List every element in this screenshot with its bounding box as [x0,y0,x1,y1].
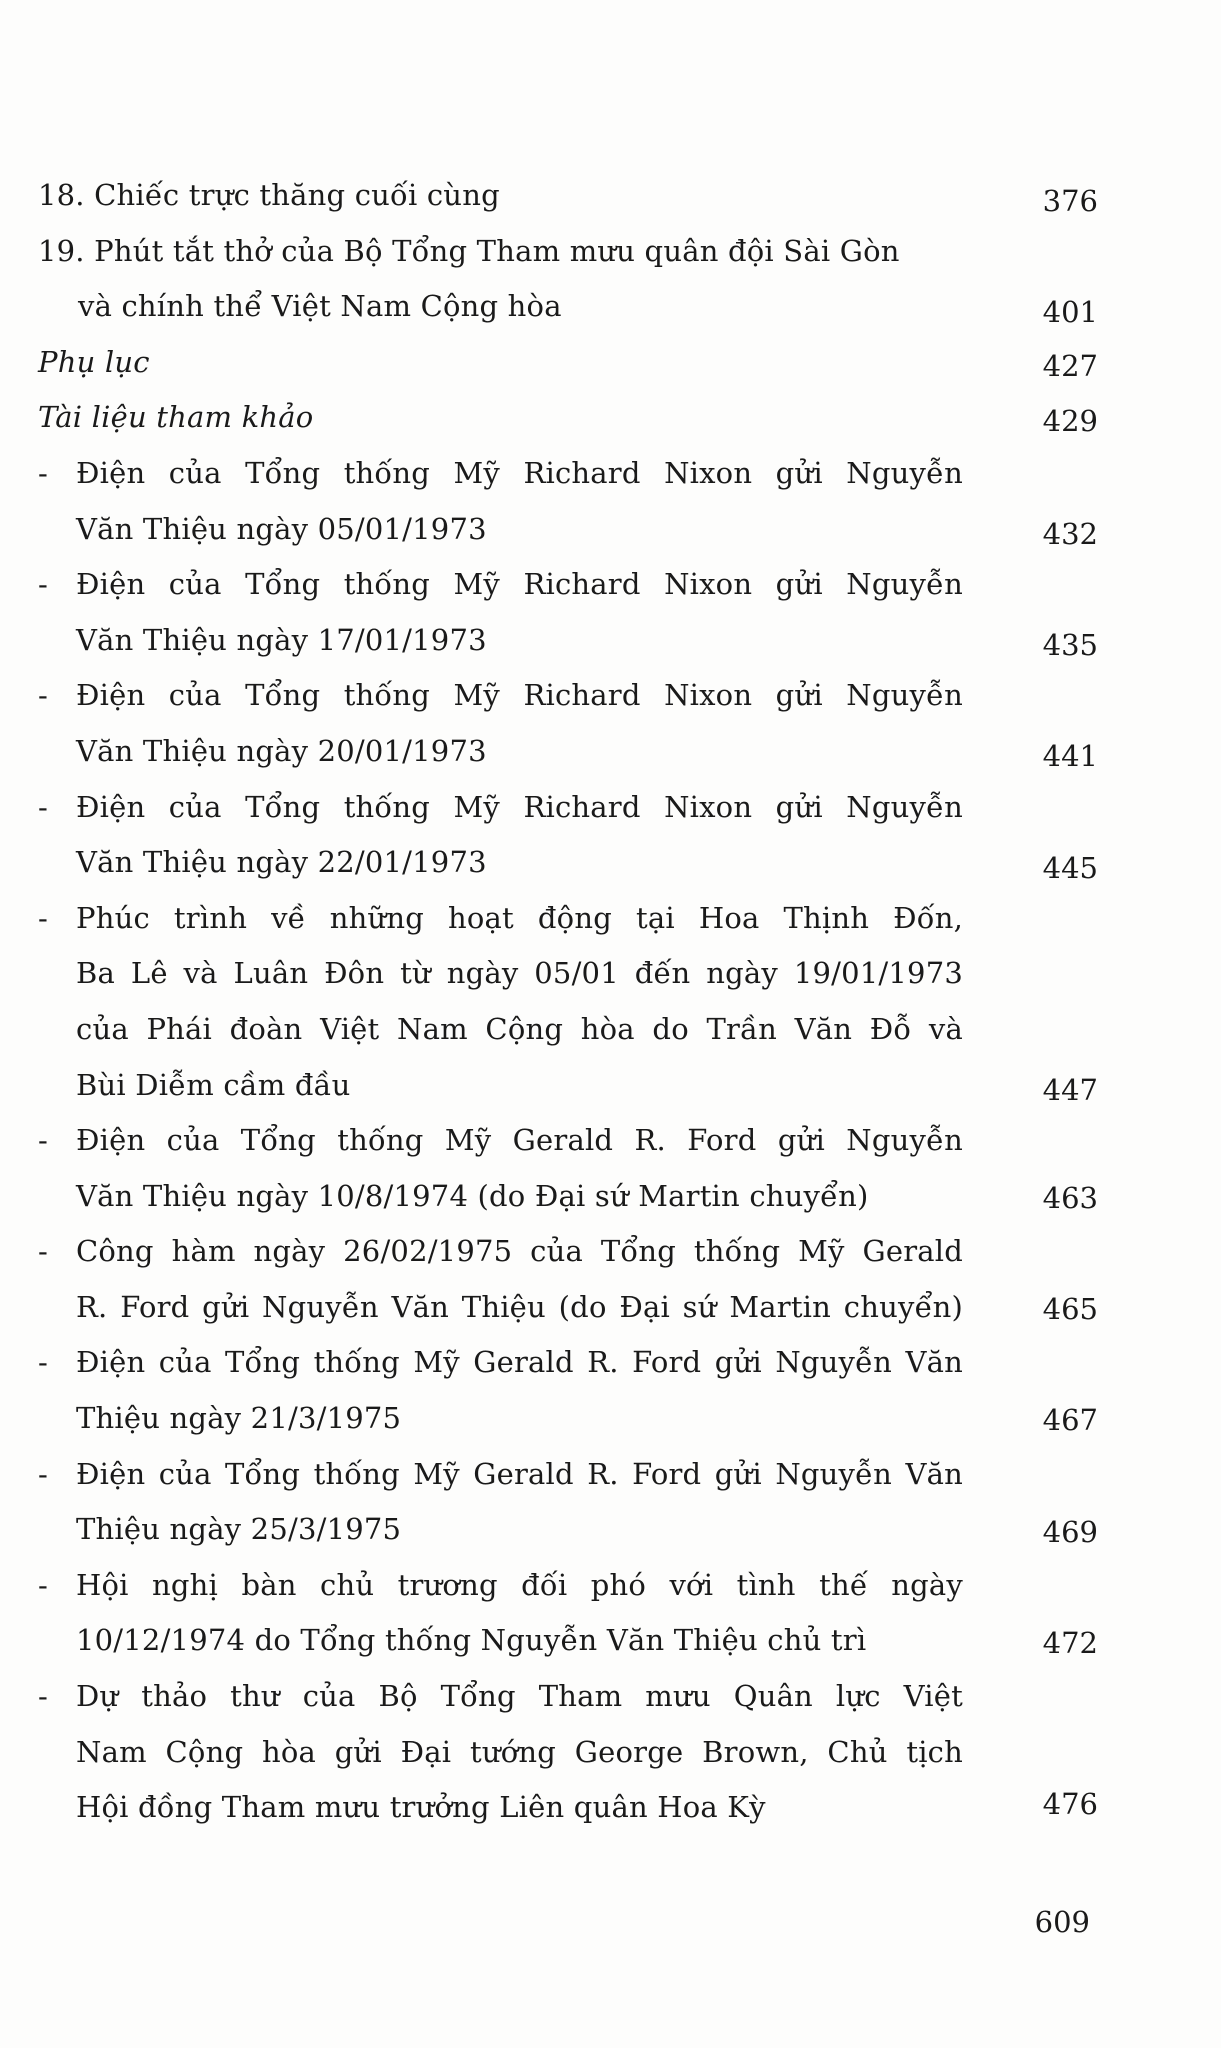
toc-entry-title-cont: Hội đồng Tham mưu trưởng Liên quân Hoa Kỳ [76,1790,766,1825]
toc-entry-title: Điện của Tổng thống Mỹ Richard Nixon gửi Nguyễn [76,789,963,824]
toc-entry [38,224,1098,335]
toc-entry-title-cont: Văn Thiệu ngày 20/01/1973 [76,733,487,768]
toc-page-number: 447 [1042,1072,1098,1107]
toc-page-number: 376 [1042,184,1098,218]
toc-entry [38,1558,1098,1669]
toc-entry-title-cont: Văn Thiệu ngày 22/01/1973 [76,845,487,880]
bullet-dash: - [38,455,48,490]
toc-entry-title-cont: 10/12/1974 do Tổng thống Nguyễn Văn Thiệu chủ trì [76,1623,867,1658]
toc-entry-title-cont: của Phái đoàn Việt Nam Cộng hòa do Trần Văn Đỗ và [76,1011,963,1046]
toc-entry-references [38,390,1098,446]
bullet-dash: - [38,678,48,713]
toc-entry-title-cont: Ba Lê và Luân Đôn từ ngày 05/01 đến ngày 19/01/1973 [76,956,963,991]
toc-entry-title-cont: Văn Thiệu ngày 10/8/1974 (do Đại sứ Martin chuyển) [76,1178,869,1213]
toc-page-number: 429 [1042,404,1098,439]
toc-entry-title-cont: Bùi Diễm cầm đầu [76,1067,351,1102]
toc-page-number: 463 [1042,1181,1098,1216]
toc-page-number: 472 [1042,1625,1098,1660]
toc-entry-title: Tài liệu tham khảo [38,400,314,435]
bullet-dash: - [38,567,48,602]
toc-page-number: 476 [1042,1787,1098,1822]
toc-page-number: 432 [1042,516,1098,551]
toc-entry [38,1113,1098,1224]
bullet-dash: - [38,1679,48,1714]
toc-entry-title: 18. Chiếc trực thăng cuối cùng [38,178,500,212]
toc-entry-appendix [38,335,1098,391]
toc-entry-title: 19. Phút tắt thở của Bộ Tổng Tham mưu quân đội Sài Gòn [38,233,900,268]
toc-page-number: 465 [1042,1292,1098,1327]
toc-entry-title: Điện của Tổng thống Mỹ Richard Nixon gửi Nguyễn [76,678,963,713]
toc-entry [38,1447,1098,1558]
toc-entry [38,1335,1098,1446]
toc-entry [38,1669,1098,1836]
toc-page-number: 445 [1042,850,1098,885]
bullet-dash: - [38,900,48,935]
toc-entry [38,1224,1098,1335]
toc-entry-title-cont: và chính thể Việt Nam Cộng hòa [78,289,562,324]
bullet-dash: - [38,1345,48,1380]
toc-entry-title: Điện của Tổng thống Mỹ Richard Nixon gửi Nguyễn [76,567,963,602]
toc-entry-title-cont: Nam Cộng hòa gửi Đại tướng George Brown, Chủ tịch [76,1734,963,1769]
toc-entry-title: Phúc trình về những hoạt động tại Hoa Thịnh Đốn, [76,900,963,935]
toc-page-number: 441 [1042,739,1098,774]
toc-page-number: 467 [1042,1403,1098,1438]
toc-page-number: 469 [1042,1514,1098,1549]
toc-entry-title: Công hàm ngày 26/02/1975 của Tổng thống Mỹ Gerald [76,1234,963,1269]
toc-entry-title: Hội nghị bàn chủ trương đối phó với tình thế ngày [76,1567,963,1602]
toc-entry [38,891,1098,1113]
toc-entry-title: Điện của Tổng thống Mỹ Gerald R. Ford gửi Nguyễn Văn [76,1456,963,1491]
toc-entry-title: Phụ lục [38,344,150,379]
toc-entry-title-cont: Văn Thiệu ngày 05/01/1973 [76,511,487,546]
page-number-footer: 609 [1034,1905,1090,1939]
toc-page-number: 435 [1042,628,1098,663]
bullet-dash: - [38,1123,48,1158]
toc-entry-title: Điện của Tổng thống Mỹ Gerald R. Ford gửi Nguyễn Văn [76,1345,963,1380]
bullet-dash: - [38,1234,48,1269]
toc-entry-title: Điện của Tổng thống Mỹ Richard Nixon gửi Nguyễn [76,455,963,490]
table-of-contents [38,168,1098,1836]
toc-entry-title-cont: Văn Thiệu ngày 17/01/1973 [76,622,487,657]
toc-entry [38,168,1098,224]
bullet-dash: - [38,1456,48,1491]
toc-entry-title: Điện của Tổng thống Mỹ Gerald R. Ford gửi Nguyễn [76,1123,963,1158]
bullet-dash: - [38,789,48,824]
toc-page-number: 427 [1042,348,1098,383]
toc-entry [38,446,1098,557]
toc-entry [38,780,1098,891]
bullet-dash: - [38,1567,48,1602]
toc-entry-title: Dự thảo thư của Bộ Tổng Tham mưu Quân lực Việt [76,1679,963,1714]
toc-entry [38,668,1098,779]
toc-entry-title-cont: Thiệu ngày 21/3/1975 [76,1401,402,1436]
toc-entry-title-cont: Thiệu ngày 25/3/1975 [76,1512,402,1547]
toc-entry [38,557,1098,668]
toc-entry-title-cont: R. Ford gửi Nguyễn Văn Thiệu (do Đại sứ Martin chuyển) [76,1289,963,1324]
toc-page-number: 401 [1042,294,1098,329]
